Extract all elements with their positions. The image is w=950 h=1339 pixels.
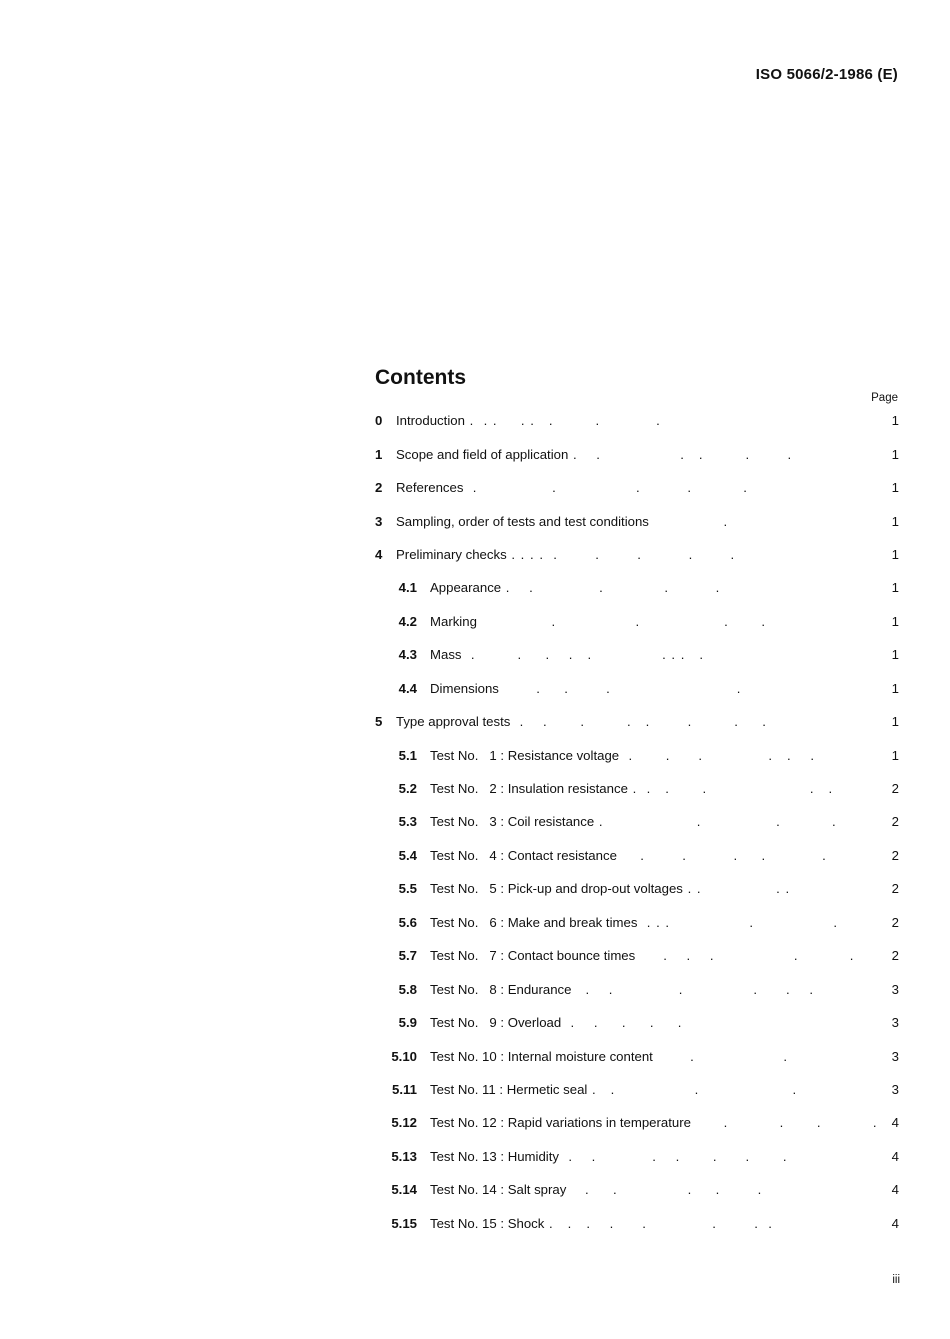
toc-entry-page: 3 [891,1081,899,1097]
toc-entry[interactable] [375,839,899,872]
toc-entry-title: Test No. 9 : Overload [430,1015,562,1031]
page-column-label: Page [871,392,898,404]
toc-entry-page: 1 [891,446,899,462]
toc-entry-title: Test No. 4 : Contact resistance [430,847,617,863]
toc-entry[interactable] [375,437,899,470]
toc-entry-number: 5.1 [398,747,417,763]
toc-entry-page: 1 [891,480,899,496]
toc-entry[interactable] [375,1039,899,1072]
toc-entry-page: 1 [891,513,899,529]
toc-leader-dots: . . . . [682,881,791,897]
toc-entry-title: Test No. 6 : Make and break times [430,914,638,930]
toc-entry[interactable] [375,1073,899,1106]
toc-entry-title: Test No. 3 : Coil resistance [430,814,595,830]
toc-leader-dots: . . [652,1048,789,1064]
toc-entry[interactable] [375,1106,899,1139]
toc-entry-number: 4 [375,546,383,562]
table-of-contents [375,404,899,1240]
toc-entry[interactable] [375,705,899,738]
toc-entry-number: 0 [375,413,383,429]
toc-leader-dots: . . . . . [463,480,748,496]
toc-leader-dots: . . . . [476,613,767,629]
toc-entry-title: Test No. 14 : Salt spray [430,1182,567,1198]
toc-entry-page: 1 [891,546,899,562]
toc-entry[interactable] [375,504,899,537]
toc-entry-number: 5.15 [391,1215,417,1231]
toc-entry[interactable] [375,805,899,838]
toc-entry-page: 4 [891,1115,899,1131]
toc-entry[interactable] [375,571,899,604]
toc-leader-dots: . . . . . . . . [510,714,767,730]
toc-entry-page: 1 [891,680,899,696]
toc-leader-dots: . . . . [690,1115,878,1131]
toc-entry-number: 3 [375,513,383,529]
toc-entry-page: 3 [891,1015,899,1031]
toc-leader-dots: . . . . . . . [559,1148,788,1164]
toc-entry-number: 5.7 [398,948,417,964]
toc-entry[interactable] [375,872,899,905]
toc-entry-number: 4.1 [398,580,417,596]
toc-entry[interactable] [375,605,899,638]
toc-leader-dots: . . . . . . . . . [506,546,736,562]
toc-entry-title: Sampling, order of tests and test conditions [396,513,649,529]
toc-entry-title: References [396,480,464,496]
toc-entry-title: Test No. 12 : Rapid variations in temperature [430,1115,691,1131]
toc-entry-page: 2 [891,881,899,897]
toc-entry[interactable] [375,1140,899,1173]
toc-leader-dots: . . . . . . [571,981,815,997]
toc-entry-number: 5.2 [398,781,417,797]
toc-entry[interactable] [375,972,899,1005]
toc-leader-dots: . [648,513,729,529]
toc-entry-page: 2 [891,914,899,930]
toc-entry-page: 2 [891,847,899,863]
toc-leader-dots: . . . . [594,814,837,830]
toc-leader-dots: . . . . . [637,914,838,930]
toc-leader-dots: . . . . [498,680,742,696]
toc-leader-dots: . . . . . [566,1182,763,1198]
toc-entry-title: Marking [430,613,477,629]
toc-leader-dots: . . . . . . [619,747,816,763]
toc-entry-page: 4 [891,1148,899,1164]
toc-entry-title: Test No. 2 : Insulation resistance [430,781,628,797]
toc-entry[interactable] [375,538,899,571]
toc-leader-dots: . . . . . . . . . [461,647,705,663]
toc-entry-number: 5.14 [391,1182,417,1198]
toc-entry-number: 5.4 [398,847,417,863]
toc-entry-title: Scope and field of application [396,446,569,462]
toc-entry-title: Type approval tests [396,714,511,730]
toc-entry[interactable] [375,471,899,504]
toc-entry-page: 2 [891,781,899,797]
toc-entry[interactable] [375,1207,899,1240]
toc-entry[interactable] [375,404,899,437]
toc-entry-number: 5.3 [398,814,417,830]
toc-entry-page: 3 [891,1048,899,1064]
page-folio: iii [892,1274,900,1286]
toc-entry-title: Dimensions [430,680,499,696]
toc-leader-dots: . . . . . . [627,781,834,797]
toc-entry-number: 4.4 [398,680,417,696]
toc-entry-title: Test No. 5 : Pick-up and drop-out voltages [430,881,683,897]
toc-entry-title: Test No. 13 : Humidity [430,1148,559,1164]
toc-entry-page: 4 [891,1215,899,1231]
toc-entry-title: Test No. 8 : Endurance [430,981,572,997]
toc-leader-dots: . . . . . . . . [464,413,661,429]
toc-entry-page: 1 [891,714,899,730]
toc-entry[interactable] [375,772,899,805]
toc-leader-dots: . . . . . [561,1015,683,1031]
document-id-header: ISO 5066/2-1986 (E) [755,66,898,83]
toc-entry-number: 5.11 [392,1081,417,1097]
toc-leader-dots: . . . . . . . . [544,1215,773,1231]
toc-entry-page: 3 [891,981,899,997]
toc-leader-dots: . . . . . [616,847,827,863]
contents-title: Contents [375,366,466,389]
toc-entry-title: Test No. 7 : Contact bounce times [430,948,636,964]
toc-entry-number: 5.9 [398,1015,417,1031]
toc-entry-page: 1 [891,580,899,596]
toc-leader-dots: . . . . . . [568,446,793,462]
toc-entry-page: 1 [891,413,899,429]
toc-entry-number: 5 [375,714,383,730]
toc-entry-title: Test No. 11 : Hermetic seal [430,1081,588,1097]
toc-entry-page: 1 [891,747,899,763]
toc-leader-dots: . . . . . [635,948,855,964]
toc-entry-number: 5.5 [398,881,417,897]
toc-leader-dots: . . . . . [501,580,721,596]
toc-entry-page: 1 [891,613,899,629]
toc-entry-title: Test No. 10 : Internal moisture content [430,1048,653,1064]
toc-entry[interactable] [375,906,899,939]
toc-entry-number: 5.10 [391,1048,417,1064]
toc-entry-number: 5.6 [398,914,417,930]
toc-entry[interactable] [375,638,899,671]
toc-entry[interactable] [375,738,899,771]
toc-entry-page: 2 [891,948,899,964]
toc-entry-title: Appearance [430,580,502,596]
toc-entry-number: 5.12 [391,1115,417,1131]
toc-entry-number: 4.3 [398,647,417,663]
toc-entry-title: Mass [430,647,462,663]
toc-entry-title: Test No. 1 : Resistance voltage [430,747,620,763]
toc-entry-title: Test No. 15 : Shock [430,1215,545,1231]
toc-entry-number: 4.2 [398,613,417,629]
toc-leader-dots: . . . . [587,1081,798,1097]
toc-entry-number: 5.8 [398,981,417,997]
toc-entry-number: 5.13 [391,1148,417,1164]
toc-entry[interactable] [375,939,899,972]
toc-entry[interactable] [375,672,899,705]
toc-entry-number: 1 [375,446,383,462]
toc-entry-title: Preliminary checks [396,546,507,562]
toc-entry-page: 2 [891,814,899,830]
toc-entry-title: Introduction [396,413,465,429]
toc-entry-number: 2 [375,480,383,496]
toc-entry[interactable] [375,1173,899,1206]
toc-entry-page: 1 [891,647,899,663]
toc-entry[interactable] [375,1006,899,1039]
toc-entry-page: 4 [891,1182,899,1198]
